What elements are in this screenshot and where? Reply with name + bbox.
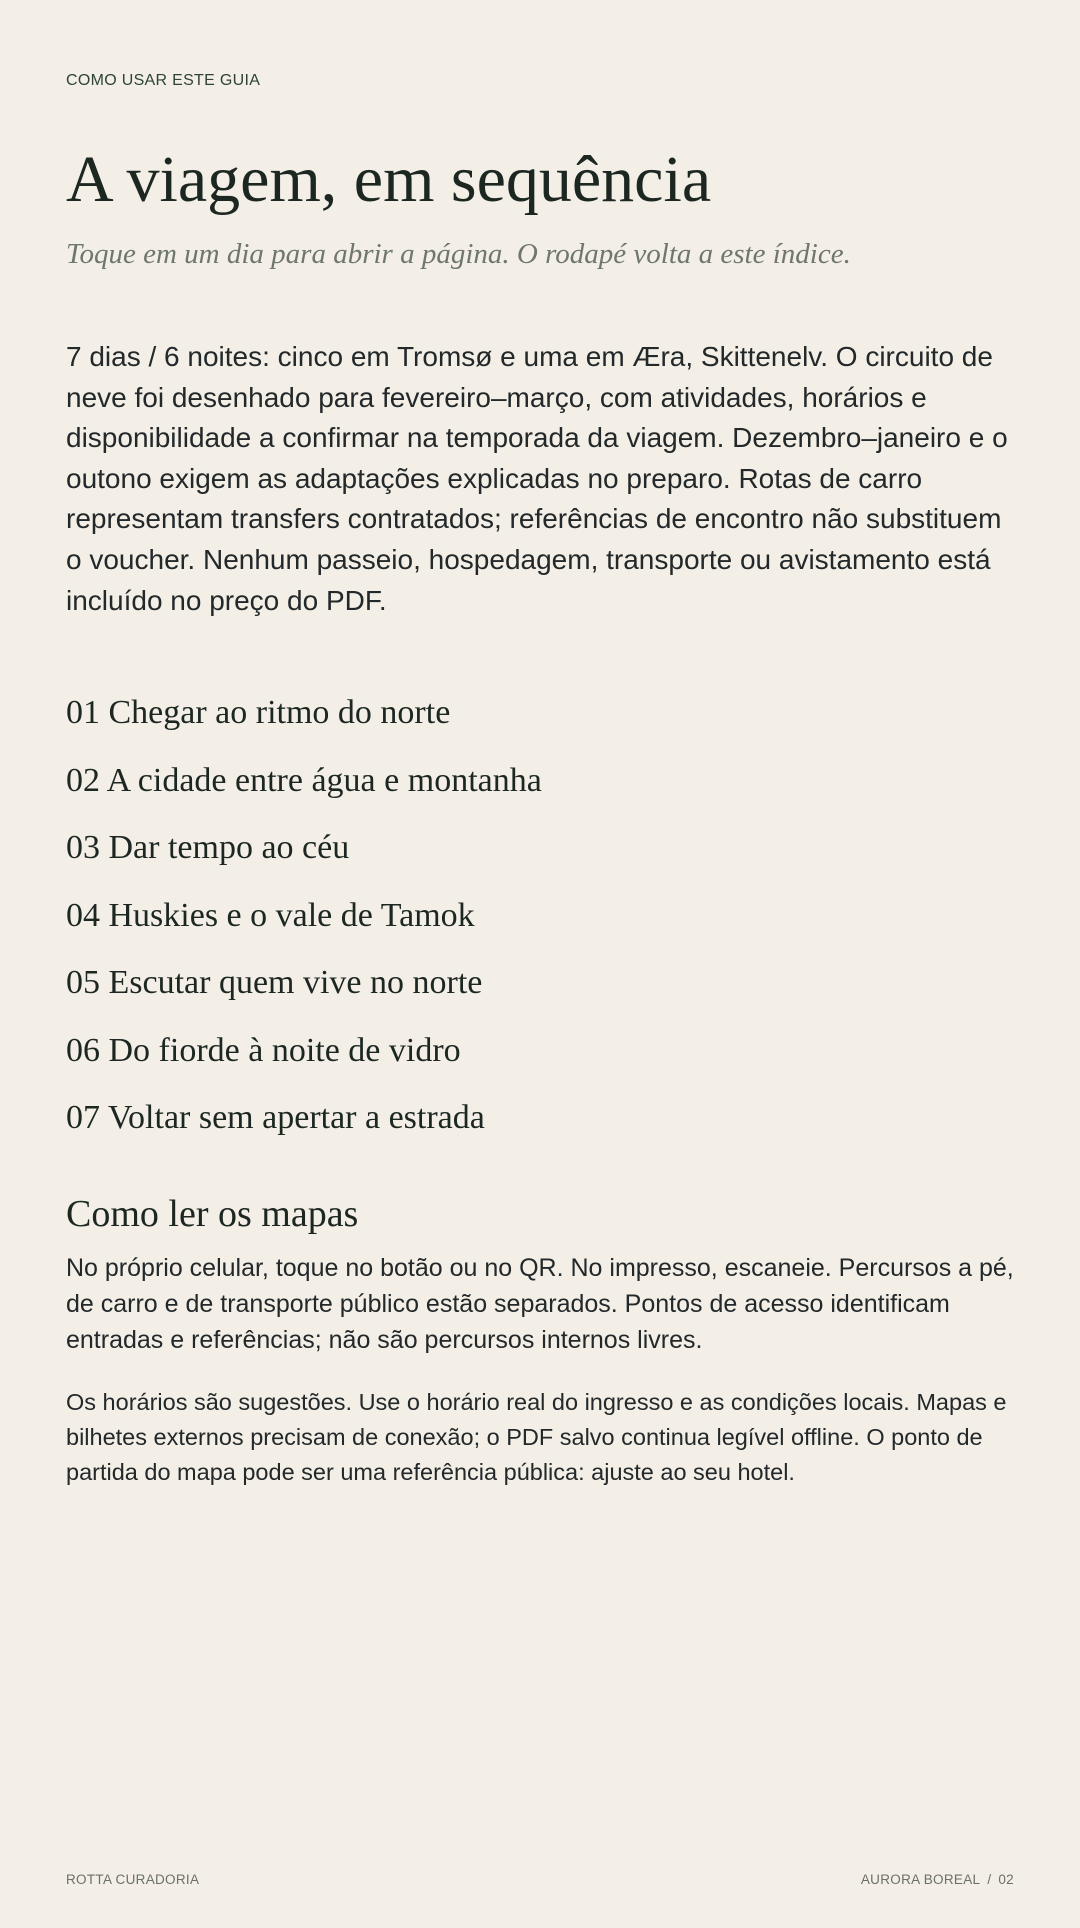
day-link-07[interactable]: 07 Voltar sem apertar a estrada [66, 1099, 485, 1136]
maps-paragraph-1: No próprio celular, toque no botão ou no QR. No impresso, escaneie. Percursos a pé, de carro e de transporte público estão separados. Pontos de acesso identificam entradas e referências; não são percursos internos livres. [66, 1254, 1014, 1354]
day-link-05[interactable]: 05 Escutar quem vive no norte [66, 964, 483, 1001]
section-eyebrow: COMO USAR ESTE GUIA [66, 72, 261, 89]
footer-page-number: 02 [998, 1872, 1014, 1887]
day-index-list [66, 693, 542, 1166]
footer-guide-title: AURORA BOREAL [860, 1872, 981, 1887]
day-link-04[interactable]: 04 Huskies e o vale de Tamok [66, 896, 475, 934]
day-link-02[interactable]: 02 A cidade entre água e montanha [66, 761, 542, 799]
footer-brand: ROTTA CURADORIA [66, 1872, 200, 1887]
maps-section-title: Como ler os mapas [66, 1193, 359, 1235]
intro-paragraph: 7 dias / 6 noites: cinco em Tromsø e uma em Æra, Skittenelv. O circuito de neve foi desenhado para fevereiro–março, com atividades, horários e disponibilidade a confirmar na temporada da viagem. Dezembro–janeiro e o outono exigem as adaptações explicadas no preparo. Rotas de carro representam transfers contratados; referências de encontro não substituem o voucher. Nenhum passeio, hospedagem, transporte ou avistamento está incluído no preço do PDF. [66, 341, 1008, 616]
page-title: A viagem, em sequência [66, 143, 712, 216]
page-subtitle: Toque em um dia para abrir a página. O rodapé volta a este índice. [66, 238, 851, 270]
footer-page-info [861, 1872, 1014, 1887]
day-link-06[interactable]: 06 Do fiorde à noite de vidro [66, 1031, 461, 1069]
footer-separator: / [987, 1872, 992, 1887]
day-link-01[interactable]: 01 Chegar ao ritmo do norte [66, 694, 451, 731]
day-link-03[interactable]: 03 Dar tempo ao céu [66, 829, 350, 866]
maps-paragraph-2: Os horários são sugestões. Use o horário real do ingresso e as condições locais. Mapas e bilhetes externos precisam de conexão; o PDF salvo continua legível offline. O ponto de partida do mapa pode ser uma referência pública: ajuste ao seu hotel. [66, 1389, 1007, 1485]
